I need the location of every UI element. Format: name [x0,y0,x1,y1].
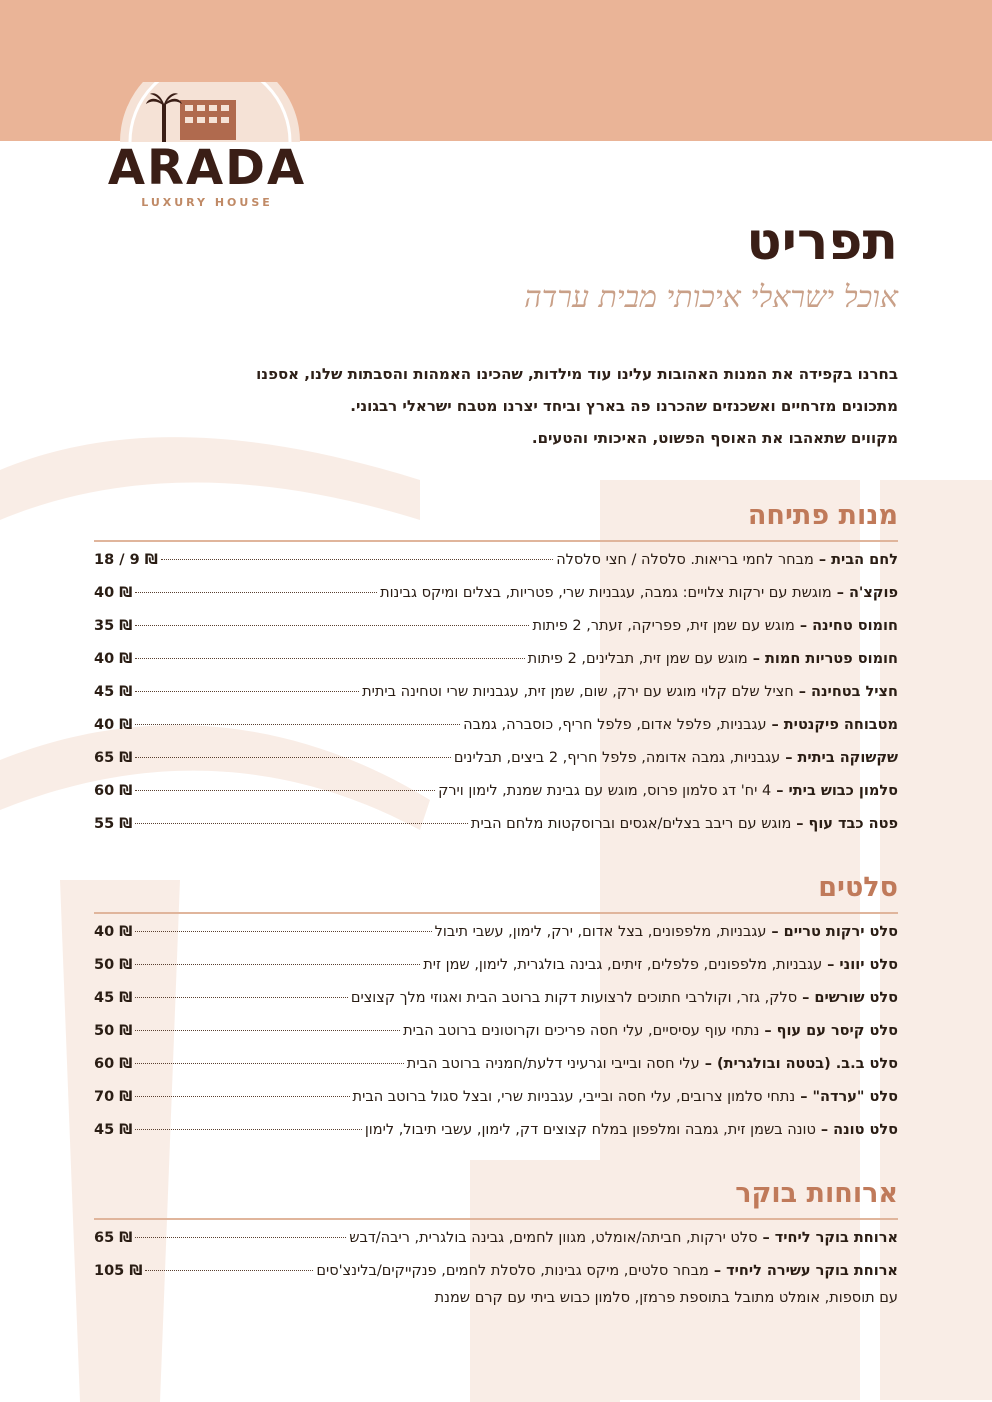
item-price: 50 ₪ [94,1023,133,1039]
menu-list [94,1230,898,1318]
item-price: 55 ₪ [94,816,133,832]
dot-leader [135,964,420,965]
dot-leader [135,658,524,659]
item-description: 4 יח' דג סלמון פרוס, מוגש עם גבינת שמנת, לימון וירק [438,783,772,799]
page-title: תפריט [746,212,898,272]
item-name: סלט קיסר עם עוף [776,1023,898,1039]
menu-item: לחם הבית – מבחר לחמי בריאות. סלסלה / חצי סלסלה 18 / 9 ₪ [94,552,898,568]
dot-leader [145,1270,313,1271]
item-price: 40 ₪ [94,717,133,733]
item-name: חציל בטחינה [811,684,898,700]
item-name: לחם הבית [831,552,898,568]
menu-item: סלט טונה – טונה בשמן זית, גמבה ומלפפון במלח קצוצים דק, לימון, עשבי תיבול, לימון 45 ₪ [94,1122,898,1138]
menu-list [94,924,898,1155]
dot-leader [135,1063,403,1064]
menu-item: פוקצ'ה – מוגשת עם ירקות צלויים: גמבה, עגבניות שרי, פטריות, בצלים ומיקס גבינות 40 ₪ [94,585,898,601]
item-price: 65 ₪ [94,1230,133,1246]
item-name: סלט טונה [833,1122,898,1138]
dot-leader [135,823,468,824]
item-price: 60 ₪ [94,783,133,799]
section-divider [94,1218,898,1220]
menu-item: סלמון כבוש ביתי – 4 יח' דג סלמון פרוס, מוגש עם גבינת שמנת, לימון וירק 60 ₪ [94,783,898,799]
item-name: סלמון כבוש ביתי [788,783,898,799]
item-price: 45 ₪ [94,684,133,700]
item-name: סלט יווני [839,957,898,973]
dot-leader [135,1129,362,1130]
item-description: עגבניות, מלפפונים, פלפלים, זיתים, גבינה בולגרית, לימון, שמן זית [423,957,823,973]
item-description: סלק, גזר, וקולרבי חתוכים לרצועות דקות ברוטב הבית ואגוזי מלך קצוצים [350,990,798,1006]
intro-paragraph [88,358,898,454]
menu-item: ארוחת בוקר עשירה ליחיד – מבחר סלטים, מיקס גבינות, סלסלת לחמים, פנקייקים/בלינצ'סים 105 ₪ [94,1263,898,1279]
menu-item: סלט "ערדה" – נתחי סלמון צרובים, עלי חסה ובייבי, עגבניות שרי, ובצל סגול ברוטב הבית 70 ₪ [94,1089,898,1105]
item-name: חומוס פטריות חמות [765,651,898,667]
item-name: חומוס טחינה [812,618,898,634]
menu-item: סלט יווני – עגבניות, מלפפונים, פלפלים, זיתים, גבינה בולגרית, לימון, שמן זית 50 ₪ [94,957,898,973]
item-description: מוגש עם ריבב בצלים/אגסים וברוסקטות מלחם הבית [470,816,792,832]
page-subtitle: אוכל ישראלי איכותי מבית ערדה [524,280,898,315]
item-price: 60 ₪ [94,1056,133,1072]
item-description: עגבניות, גמבה אדומה, פלפל חריף, 2 ביצים, תבלינים [453,750,781,766]
dot-leader [135,757,450,758]
dot-leader [135,1030,400,1031]
section-divider [94,912,898,914]
section-title: ארוחות בוקר [735,1178,898,1209]
menu-item: ארוחת בוקר ליחיד – סלט ירקות, חביתה/אומלט, מגוון לחמים, גבינה בולגרית, ריבה/דבש 65 ₪ [94,1230,898,1246]
item-description: עגבניות, פלפל אדום, פלפל חריף, כוסברה, גמבה [463,717,767,733]
menu-item: חציל בטחינה – חציל שלם קלוי מוגש עם ירק, שום, שמן זית, עגבניות שרי וטחינה ביתית 45 ₪ [94,684,898,700]
item-name: פטה כבד עוף [808,816,898,832]
item-description: עלי חסה ובייבי וגרעיני דלעת/חמניה ברוטב הבית [406,1056,700,1072]
item-description: מוגשת עם ירקות צלויים: גמבה, עגבניות שרי, פטריות, בצלים ומיקס גבינות [380,585,832,601]
dot-leader [135,691,359,692]
section-divider [94,540,898,542]
brand-tagline: LUXURY HOUSE [141,196,273,209]
item-description: חציל שלם קלוי מוגש עם ירק, שום, שמן זית, עגבניות שרי וטחינה ביתית [362,684,794,700]
section-salads [94,868,898,1155]
menu-item: חומוס טחינה – מוגש עם שמן זית, פפריקה, זעתר, 2 פיתות 35 ₪ [94,618,898,634]
dot-leader [135,997,347,998]
item-price: 70 ₪ [94,1089,133,1105]
item-description: טונה בשמן זית, גמבה ומלפפון במלח קצוצים דק, לימון, עשבי תיבול, לימון [364,1122,816,1138]
item-name: ארוחת בוקר עשירה ליחיד [726,1263,898,1279]
brand-name: ARADA [107,140,307,196]
item-price: 40 ₪ [94,585,133,601]
menu-item: שקשוקה ביתית – עגבניות, גמבה אדומה, פלפל חריף, 2 ביצים, תבלינים 65 ₪ [94,750,898,766]
item-price: 50 ₪ [94,957,133,973]
intro-line: מקווים שתאהבו את האוסף הפשוט, האיכותי והטעים. [531,429,898,447]
section-title: סלטים [818,872,898,903]
item-description-continuation: עם תוספות, אומלט מתובל בתוספת פרמזן, סלמון כבוש ביתי עם קרם שמנת [434,1290,898,1306]
intro-line: מתכונים מזרחיים ואשכנזים שהכרנו פה בארץ וביחד יצרנו מטבח ישראלי רבגוני. [350,397,898,415]
dot-leader [135,1237,346,1238]
menu-item: חומוס פטריות חמות – מוגש עם שמן זית, תבלינים, 2 פיתות 40 ₪ [94,651,898,667]
item-description: נתחי עוף עסיסיים, עלי חסה פריכים וקרוטונים ברוטב הבית [403,1023,760,1039]
item-name: פוקצ'ה [848,585,898,601]
item-price: 40 ₪ [94,651,133,667]
section-starters [94,496,898,849]
menu-item: פטה כבד עוף – מוגש עם ריבב בצלים/אגסים וברוסקטות מלחם הבית 55 ₪ [94,816,898,832]
item-price: 45 ₪ [94,1122,133,1138]
menu-item: סלט ירקות טריים – עגבניות, מלפפונים, בצל אדום, ירק, לימון, עשבי תיבול 40 ₪ [94,924,898,940]
menu-item: סלט קיסר עם עוף – נתחי עוף עסיסיים, עלי חסה פריכים וקרוטונים ברוטב הבית 50 ₪ [94,1023,898,1039]
item-price: 105 ₪ [94,1263,143,1279]
item-description: עגבניות, מלפפונים, בצל אדום, ירק, לימון, עשבי תיבול [434,924,767,940]
menu-item: מטבוחה פיקנטית – עגבניות, פלפל אדום, פלפל חריף, כוסברה, גמבה 40 ₪ [94,717,898,733]
item-name: סלט שורשים [814,990,898,1006]
item-name: סלט "ערדה" [812,1089,898,1105]
item-name: סלט ב.ב. (בטטה ובולגרית) [716,1056,898,1072]
menu-item: סלט ב.ב. (בטטה ובולגרית) – עלי חסה ובייבי וגרעיני דלעת/חמניה ברוטב הבית 60 ₪ [94,1056,898,1072]
item-description: מוגש עם שמן זית, תבלינים, 2 פיתות [527,651,748,667]
dot-leader [135,931,431,932]
item-price: 40 ₪ [94,924,133,940]
item-description: מוגש עם שמן זית, פפריקה, זעתר, 2 פיתות [532,618,795,634]
dot-leader [135,1096,349,1097]
intro-line: בחרנו בקפידה את המנות האהובות עלינו עוד מילדות, שהכינו האמהות והסבתות שלנו, אספנו [256,365,898,383]
item-name: סלט ירקות טריים [783,924,898,940]
item-name: ארוחת בוקר ליחיד [774,1230,898,1246]
menu-item: סלט שורשים – סלק, גזר, וקולרבי חתוכים לרצועות דקות ברוטב הבית ואגוזי מלך קצוצים 45 ₪ [94,990,898,1006]
section-title: מנות פתיחה [747,500,898,531]
dot-leader [135,724,460,725]
section-breakfast [94,1174,898,1318]
item-description: סלט ירקות, חביתה/אומלט, מגוון לחמים, גבינה בולגרית, ריבה/דבש [349,1230,758,1246]
item-price: 65 ₪ [94,750,133,766]
item-description: נתחי סלמון צרובים, עלי חסה ובייבי, עגבניות שרי, ובצל סגול ברוטב הבית [352,1089,796,1105]
dot-leader [135,790,435,791]
item-name: שקשוקה ביתית [797,750,898,766]
item-price: 35 ₪ [94,618,133,634]
item-price: 45 ₪ [94,990,133,1006]
dot-leader [135,625,529,626]
item-description: מבחר לחמי בריאות. סלסלה / חצי סלסלה [556,552,814,568]
item-price: 18 / 9 ₪ [94,552,158,568]
dot-leader [135,592,377,593]
item-description: מבחר סלטים, מיקס גבינות, סלסלת לחמים, פנקייקים/בלינצ'סים [316,1263,709,1279]
dot-leader [161,559,553,560]
menu-list [94,552,898,849]
item-name: מטבוחה פיקנטית [783,717,898,733]
